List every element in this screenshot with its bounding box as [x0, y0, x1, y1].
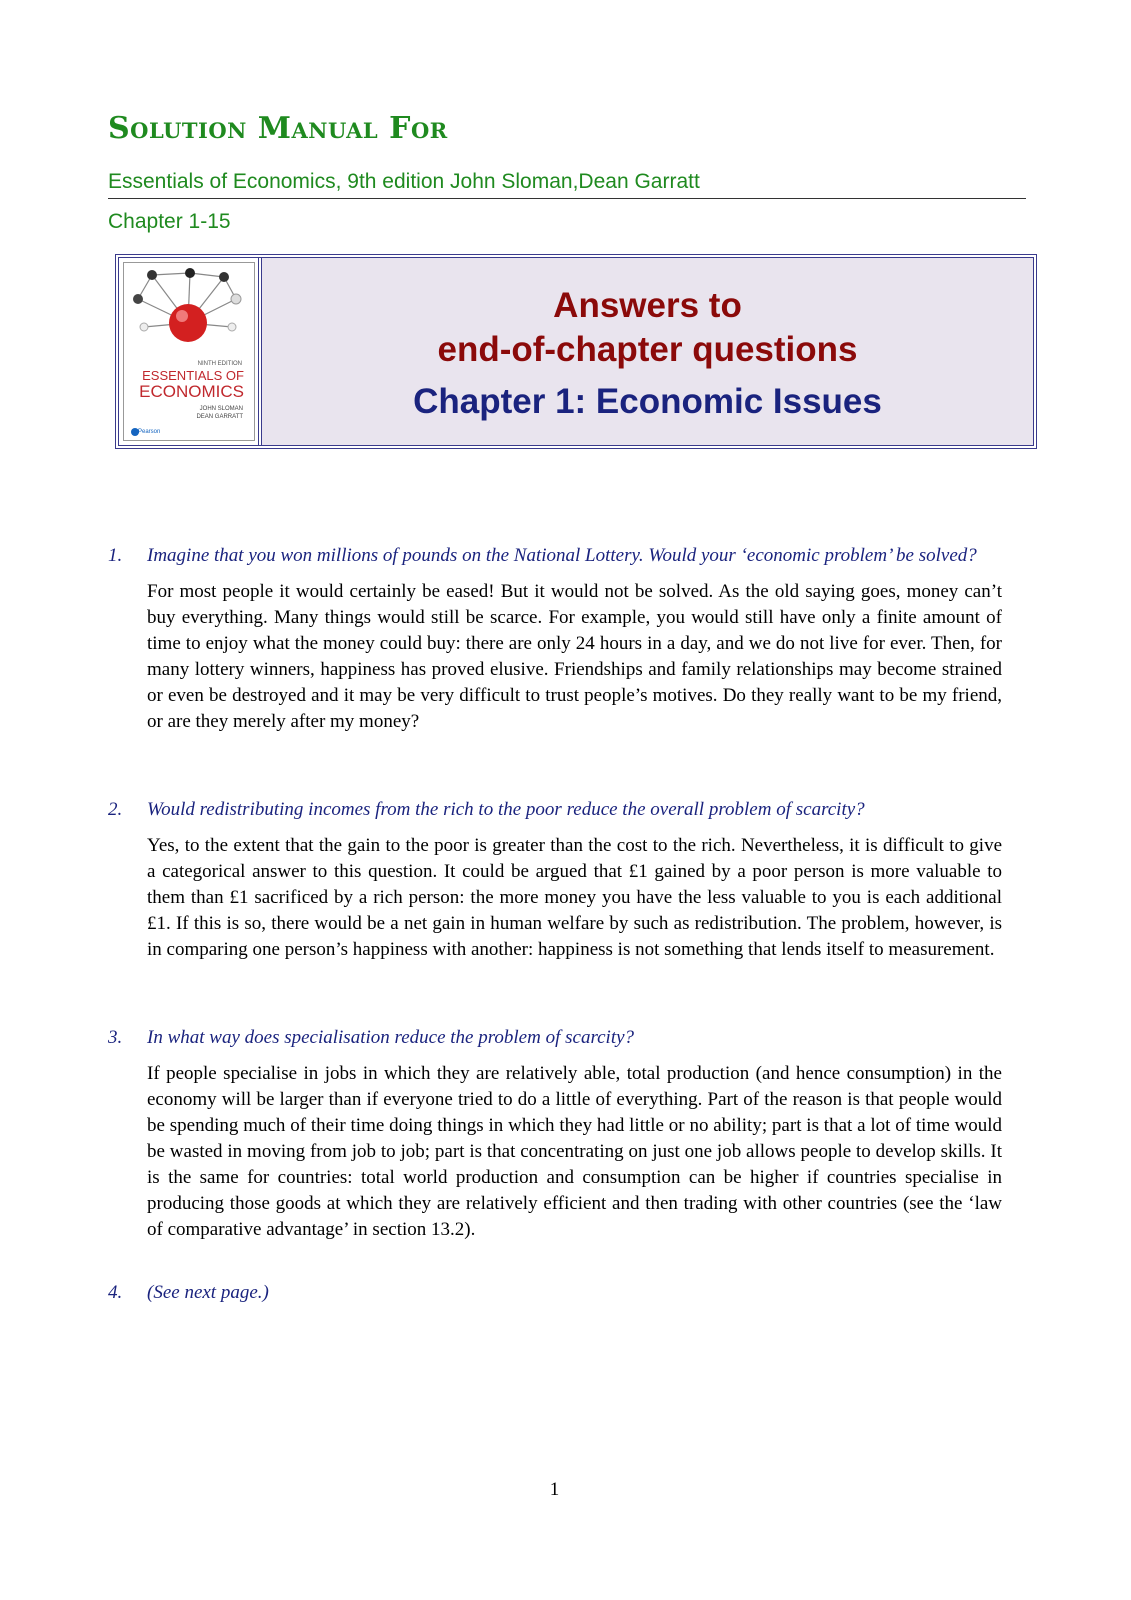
banner-heading-line1: Answers to	[553, 286, 742, 325]
question-number: 2.	[108, 799, 123, 820]
page-number: 1	[549, 1479, 560, 1500]
question-block	[108, 1025, 1002, 1243]
answer-text: If people specialise in jobs in which they are relatively able, total production (and hence consumption) in the economy will be larger than if everyone tried to do a little of everything. Part of the reason is that people would be spending much of their time doing things in which they had little or no ability; part is that a lot of time would be wasted in moving from job to job; part is that concentrating on just one job allows people to develop skills. It is the same for countries: total world production and consumption can be higher if countries specialise in producing those goods at which they are relatively efficient and then trading with other countries (see the ‘law of comparative advantage’ in section 13.2).	[147, 1063, 1002, 1240]
title-divider	[108, 198, 1026, 199]
banner-heading-line2: end-of-chapter questions	[437, 330, 858, 369]
cover-author: DEAN GARRATT	[196, 414, 243, 420]
cover-edition: NINTH EDITION	[197, 361, 242, 367]
answer-text: Yes, to the extent that the gain to the poor is greater than the cost to the rich. Nevertheless, it is difficult to give a categorical answer to this question. It could be argued that £1 gained by a poor person is more valuable to them than £1 sacrificed by a rich person: the more money you have the less valuable to you is each additional £1. If this is so, there would be a net gain in human welfare by such as redistribution. The problem, however, is in comparing one person’s happiness with another: happiness is not something that lends itself to measurement.	[147, 835, 1002, 960]
cover-publisher: Pearson	[138, 429, 161, 435]
question-text: Imagine that you won millions of pounds on the National Lottery. Would your ‘economic problem’ be solved?	[147, 545, 977, 566]
question-text: In what way does specialisation reduce the problem of scarcity?	[147, 1027, 635, 1048]
chapter-range: Chapter 1-15	[108, 210, 231, 233]
question-block	[108, 797, 1002, 963]
question-number: 1.	[108, 545, 123, 566]
question-number: 3.	[108, 1027, 123, 1048]
question-block	[108, 543, 1002, 735]
question-text: Would redistributing incomes from the rich to the poor reduce the overall problem of scarcity?	[147, 799, 865, 820]
cover-title-line2: ECONOMICS	[139, 382, 244, 401]
cover-title-line1: ESSENTIALS OF	[142, 368, 244, 383]
question-text: (See next page.)	[147, 1282, 269, 1303]
cover-author: JOHN SLOMAN	[199, 406, 243, 412]
question-number: 4.	[108, 1282, 123, 1303]
answer-text: For most people it would certainly be eased! But it would not be solved. As the old saying goes, money can’t buy everything. Many things would still be scarce. For example, you would still have only a finite amount of time to enjoy what the money could buy: there are only 24 hours in a day, and we do not live for ever. Then, for many lottery winners, happiness has proved elusive. Friendships and family relationships may become strained or even be destroyed and it may be very difficult to trust people’s motives. Do they really want to be my friend, or are they merely after my money?	[147, 581, 1002, 732]
chapter-banner	[115, 254, 1037, 449]
banner-text-panel	[262, 258, 1033, 445]
book-subtitle: Essentials of Economics, 9th edition John Sloman,Dean Garratt	[108, 170, 700, 193]
chapter-heading: Chapter 1: Economic Issues	[413, 382, 882, 421]
question-block	[108, 1280, 1002, 1306]
book-cover-image	[123, 262, 255, 441]
document-title: Solution Manual For	[108, 111, 448, 146]
